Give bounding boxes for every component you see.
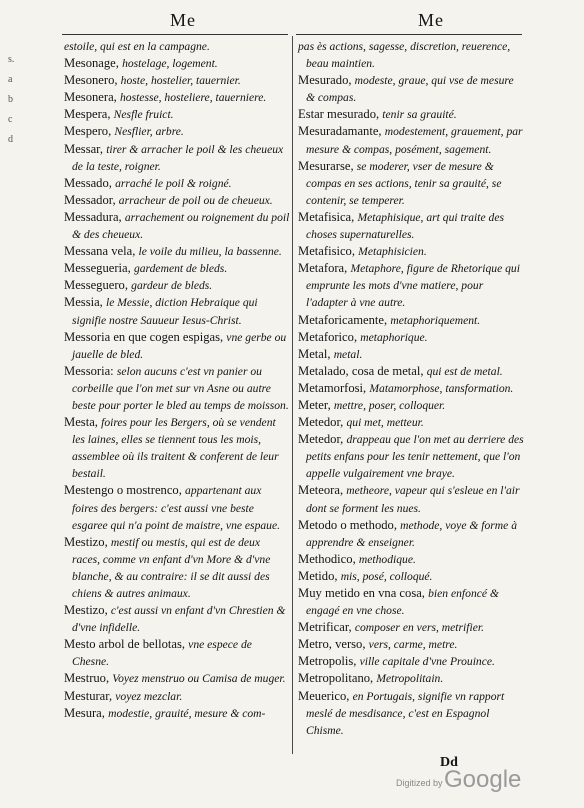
- entry-definition: Nesfle fruict.: [113, 108, 174, 122]
- entry-headword: Metropolitano,: [298, 671, 374, 686]
- dictionary-entry: [298, 329, 524, 346]
- margin-mark: d: [8, 134, 13, 145]
- entry-headword: Meteora,: [298, 483, 344, 498]
- entry-headword: Messadura,: [64, 209, 122, 224]
- entry-definition: vers, carme, metre.: [368, 638, 458, 652]
- entry-definition: le voile du milieu, la bassenne.: [138, 245, 282, 259]
- entry-definition: mis, posé, colloqué.: [340, 569, 433, 583]
- entry-headword: Muy metido en vna cosa,: [298, 586, 425, 600]
- dictionary-entry: [298, 619, 524, 636]
- dictionary-entry: [64, 55, 290, 72]
- entry-headword: Estar mesurado,: [298, 107, 380, 122]
- entry-headword: Metaforicamente,: [298, 312, 388, 327]
- entry-definition: se moderer, vser de mesure & compas en ses actions, tenir sa grauité, se contenir, se temperer.: [306, 159, 502, 207]
- google-watermark: Google: [444, 766, 522, 793]
- left-column: [64, 38, 290, 722]
- entry-definition: metal.: [333, 347, 363, 361]
- dictionary-entry: [298, 414, 524, 431]
- dictionary-entry: [64, 534, 290, 602]
- entry-headword: Messoria en que cogen espigas,: [64, 329, 224, 344]
- entry-definition: metaphoriquement.: [390, 313, 481, 327]
- dictionary-entry: [298, 585, 524, 619]
- dictionary-entry: [298, 653, 524, 670]
- dictionary-entry: [298, 346, 524, 363]
- dictionary-entry: [298, 243, 524, 260]
- entry-headword: Mesonera,: [64, 90, 117, 105]
- entry-definition: composer en vers, metrifier.: [354, 621, 484, 635]
- entry-definition: metheore, vapeur qui s'esleue en l'air dont se forment les nues.: [306, 484, 520, 515]
- header-rule-right: [296, 34, 522, 35]
- entry-headword: Metro, verso,: [298, 637, 366, 652]
- entry-headword: Mesura,: [64, 705, 105, 720]
- entry-headword: Metodo o methodo,: [298, 517, 397, 532]
- entry-headword: Mestizo,: [64, 603, 108, 618]
- dictionary-entry: [64, 329, 290, 363]
- entry-definition: metaphorique.: [360, 330, 428, 344]
- dictionary-entry: [64, 260, 290, 277]
- dictionary-entry: [298, 363, 524, 380]
- entry-definition: arrachement ou roignement du poil & des cheueux.: [72, 210, 290, 242]
- entry-definition: arracheur de poil ou de cheueux.: [118, 193, 273, 207]
- entry-definition: c'est aussi vn enfant d'vn Chrestien & d'vne infidelle.: [72, 604, 286, 635]
- dictionary-entry: [298, 397, 524, 414]
- entry-headword: Metido,: [298, 568, 338, 583]
- dictionary-entry: [64, 192, 290, 209]
- entry-definition: modestement, grauement, par mesure & compas, posément, sagement.: [306, 125, 523, 156]
- margin-annotations: [8, 50, 14, 150]
- dictionary-entry: [298, 517, 524, 551]
- entry-headword: Mesurarse,: [298, 158, 354, 173]
- dictionary-entry: [298, 482, 524, 516]
- entry-definition: Metropolitain.: [376, 672, 444, 686]
- dictionary-entry: [298, 158, 524, 209]
- dictionary-entry: [298, 380, 524, 397]
- entry-headword: Mestizo,: [64, 534, 108, 549]
- entry-definition: hostesse, hosteliere, tauerniere.: [119, 91, 267, 105]
- entry-headword: Mestengo o mostrenco,: [64, 483, 182, 498]
- entry-definition: bien enfoncé & engagé en vne chose.: [306, 587, 499, 618]
- entry-headword: Messador,: [64, 192, 116, 207]
- entry-definition: arraché le poil & roigné.: [115, 176, 232, 190]
- dictionary-entry: [298, 106, 524, 123]
- dictionary-entry: [298, 312, 524, 329]
- dictionary-entry: [64, 636, 290, 670]
- entry-definition: tenir sa grauité.: [382, 108, 457, 122]
- dictionary-entry: [298, 123, 524, 157]
- dictionary-entry: [64, 89, 290, 106]
- entry-definition: pas ès actions, sagesse, discretion, reuerence, beau maintien.: [298, 40, 511, 71]
- column-divider: [292, 36, 293, 754]
- entry-definition: gardement de bleds.: [133, 262, 228, 276]
- entry-headword: Messoria:: [64, 363, 114, 378]
- entry-definition: vne espece de Chesne.: [72, 638, 252, 669]
- dictionary-entry: [298, 431, 524, 482]
- dictionary-entry: [298, 568, 524, 585]
- dictionary-entry: [298, 688, 524, 739]
- dictionary-entry: [64, 38, 290, 55]
- running-head-right: Me: [418, 10, 444, 30]
- margin-mark: b: [8, 94, 13, 105]
- dictionary-entry: [64, 670, 290, 687]
- entry-definition: mettre, poser, colloquer.: [333, 398, 446, 412]
- entry-definition: Voyez menstruo ou Camisa de muger.: [112, 672, 286, 686]
- entry-headword: Messana vela,: [64, 244, 136, 259]
- dictionary-entry: [64, 123, 290, 140]
- entry-headword: Methodico,: [298, 551, 356, 566]
- dictionary-entry: [298, 260, 524, 311]
- entry-definition: appartenant aux foires des bergers: c'est aussi vne beste esgaree qui n'a point de maistre, vne espaue.: [72, 484, 281, 532]
- dictionary-entry: [64, 705, 290, 722]
- entry-definition: vne gerbe ou jauelle de bled.: [72, 330, 287, 361]
- entry-definition: modeste, graue, qui vse de mesure & compas.: [306, 74, 514, 105]
- dictionary-entry: [64, 209, 290, 243]
- entry-definition: methodique.: [358, 552, 416, 566]
- dictionary-entry: [298, 670, 524, 687]
- dictionary-entry: [64, 688, 290, 705]
- entry-definition: le Messie, diction Hebraique qui signifie nostre Sauueur Iesus-Christ.: [72, 296, 258, 327]
- dictionary-entry: [64, 141, 290, 175]
- entry-headword: Metropolis,: [298, 654, 357, 669]
- entry-definition: Metaphore, figure de Rhetorique qui emprunte les mots d'vne matiere, pour l'adapter à vne autre.: [306, 262, 520, 310]
- entry-definition: foires pour les Bergers, où se vendent les laines, elles se tiennent tous les mois, assemblee où ils traitent & conferent de leur bestail.: [72, 416, 279, 481]
- entry-definition: modestie, grauité, mesure & com-: [108, 706, 266, 720]
- header-rule-left: [62, 34, 288, 35]
- entry-headword: Metal,: [298, 346, 331, 361]
- entry-headword: Metafisica,: [298, 209, 355, 224]
- dictionary-entry: [298, 38, 524, 72]
- dictionary-entry: [64, 72, 290, 89]
- entry-definition: selon aucuns c'est vn panier ou corbeille que l'on met sur vn Asne ou autre beste pour porter le bled au temps de moisson.: [72, 364, 289, 412]
- entry-definition: estoile, qui est en la campagne.: [64, 40, 210, 53]
- margin-mark: s.: [8, 54, 15, 65]
- entry-headword: Mespera,: [64, 107, 111, 122]
- dictionary-entry: [64, 602, 290, 636]
- entry-headword: Metaforico,: [298, 329, 358, 344]
- entry-headword: Metedor,: [298, 432, 344, 447]
- right-column: [298, 38, 524, 739]
- dictionary-entry: [64, 277, 290, 294]
- entry-definition: methode, voye & forme à apprendre & enseigner.: [306, 518, 518, 549]
- entry-definition: voyez mezclar.: [115, 689, 183, 703]
- entry-headword: Mesuradamante,: [298, 124, 382, 139]
- entry-headword: Messegueria,: [64, 261, 131, 276]
- entry-definition: tirer & arracher le poil & les cheueux de la teste, roigner.: [72, 142, 284, 173]
- dictionary-entry: [298, 72, 524, 106]
- entry-headword: Mesto arbol de bellotas,: [64, 637, 186, 652]
- entry-definition: gardeur de bleds.: [131, 279, 213, 293]
- entry-headword: Messia,: [64, 295, 103, 310]
- entry-definition: ville capitale d'vne Prouince.: [359, 655, 495, 669]
- entry-definition: Metaphisique, art qui traite des choses supernaturelles.: [306, 210, 504, 242]
- dictionary-entry: [64, 175, 290, 192]
- digitized-by-label: Digitized by: [396, 778, 443, 788]
- entry-headword: Metalado, cosa de metal,: [298, 363, 424, 378]
- entry-headword: Meter,: [298, 397, 331, 412]
- entry-definition: en Portugais, signifie vn rapport meslé de mesdisance, c'est en Espagnol Chisme.: [306, 689, 505, 737]
- entry-definition: hostelage, logement.: [122, 57, 218, 71]
- dictionary-entry: [64, 294, 290, 328]
- entry-headword: Metrificar,: [298, 620, 352, 635]
- entry-headword: Mestruo,: [64, 671, 110, 686]
- signature-mark: Dd: [440, 755, 458, 770]
- entry-headword: Mesta,: [64, 415, 98, 430]
- entry-headword: Mespero,: [64, 124, 112, 139]
- entry-headword: Mesonage,: [64, 56, 119, 71]
- entry-headword: Messeguero,: [64, 278, 129, 293]
- entry-definition: Metaphisicien.: [358, 245, 427, 259]
- dictionary-entry: [298, 551, 524, 568]
- entry-definition: qui met, metteur.: [346, 416, 424, 430]
- entry-definition: mestif ou mestis, qui est de deux races, comme vn enfant d'vn More & d'vne blanche, & au contraire: il se dit aussi des chiens & autres animaux.: [72, 535, 271, 600]
- dictionary-entry: [298, 636, 524, 653]
- entry-definition: qui est de metal.: [426, 364, 503, 378]
- entry-headword: Metedor,: [298, 415, 344, 430]
- dictionary-entry: [64, 482, 290, 533]
- entry-headword: Mesurado,: [298, 73, 352, 88]
- margin-mark: a: [8, 74, 13, 85]
- dictionary-entry: [298, 209, 524, 243]
- entry-headword: Messado,: [64, 175, 112, 190]
- entry-definition: Matamorphose, tansformation.: [369, 381, 514, 395]
- entry-headword: Mesonero,: [64, 73, 118, 88]
- entry-headword: Metafisico,: [298, 244, 356, 259]
- entry-definition: hoste, hostelier, tauernier.: [120, 74, 241, 88]
- entry-headword: Messar,: [64, 141, 104, 156]
- entry-definition: drappeau que l'on met au derriere des petits enfans pour les tenir nettement, que l'on appelle vulgairement vne braye.: [306, 433, 524, 481]
- entry-definition: Nesflier, arbre.: [114, 125, 184, 139]
- entry-headword: Mesturar,: [64, 688, 113, 703]
- entry-headword: Metamorfosi,: [298, 380, 367, 395]
- margin-mark: c: [8, 114, 13, 125]
- dictionary-entry: [64, 243, 290, 260]
- entry-headword: Meuerico,: [298, 688, 350, 703]
- dictionary-entry: [64, 414, 290, 482]
- dictionary-entry: [64, 363, 290, 414]
- dictionary-entry: [64, 106, 290, 123]
- entry-headword: Metafora,: [298, 261, 348, 276]
- running-head-left: Me: [170, 10, 196, 30]
